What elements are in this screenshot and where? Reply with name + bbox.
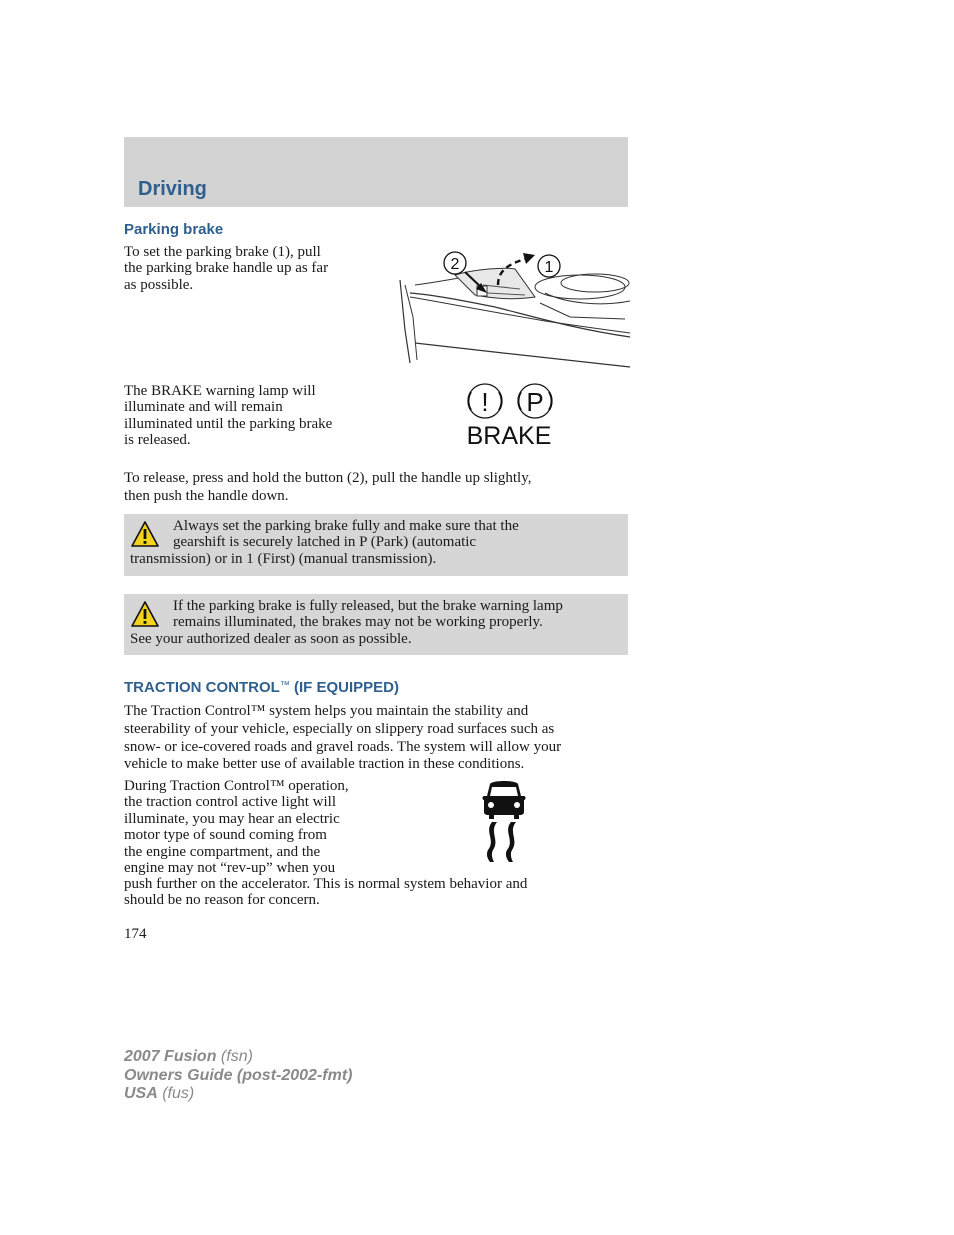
warning-box-2 <box>124 594 628 655</box>
warning-text-1: Always set the parking brake fully and make sure that the gearshift is securely latched in P (Park) (automatic transmission) or in 1 (First) (manual transmission). <box>130 518 519 567</box>
traction-operation-text: During Traction Control™ operation, the traction control active light will illuminate, you may hear an electric motor type of sound coming from the engine compartment, and the engine may not “rev-up” when you <box>124 778 349 877</box>
warning-triangle-icon <box>130 600 160 628</box>
callout-1: 1 <box>544 259 554 276</box>
lamp-p: P <box>526 387 544 417</box>
warning-box-1 <box>124 514 628 576</box>
lamp-brake-word: BRAKE <box>466 422 552 448</box>
traction-control-heading: TRACTION CONTROL™ (IF EQUIPPED) <box>124 679 400 696</box>
footer-line-3: USA (fus) <box>124 1085 195 1102</box>
parking-brake-illustration <box>395 245 631 370</box>
warning-text-2: If the parking brake is fully released, but the brake warning lamp remains illuminated, the brakes may not be working properly. See your authorized dealer as soon as possible. <box>130 598 563 647</box>
parking-brake-heading: Parking brake <box>124 221 224 238</box>
brake-lamp-text: The BRAKE warning lamp will illuminate and will remain illuminated until the parking brake is released. <box>124 383 333 449</box>
section-title: Driving <box>138 178 207 200</box>
footer-line-1: 2007 Fusion (fsn) <box>124 1048 253 1065</box>
brake-warning-lamp-icon <box>462 382 562 448</box>
lamp-excl: ! <box>481 387 489 417</box>
parking-brake-set-text: To set the parking brake (1), pull the parking brake handle up as far as possible. <box>124 244 329 293</box>
traction-intro-text: The Traction Control™ system helps you maintain the stability and steerability of your vehicle, especially on slippery road surfaces such as snow- or ice-covered roads and gravel roads. The system will allow your vehicle to make better use of available traction in these conditions. <box>124 703 562 773</box>
traction-operation-text-cont: push further on the accelerator. This is normal system behavior and should be no reason for concern. <box>124 876 528 909</box>
page-number: 174 <box>124 926 147 942</box>
footer <box>124 1048 352 1104</box>
traction-control-icon <box>478 778 530 864</box>
warning-triangle-icon <box>130 520 160 548</box>
brake-release-text: To release, press and hold the button (2), pull the handle up slightly, then push the handle down. <box>124 470 532 504</box>
footer-line-2: Owners Guide (post-2002-fmt) <box>124 1066 353 1084</box>
callout-2: 2 <box>450 256 460 273</box>
